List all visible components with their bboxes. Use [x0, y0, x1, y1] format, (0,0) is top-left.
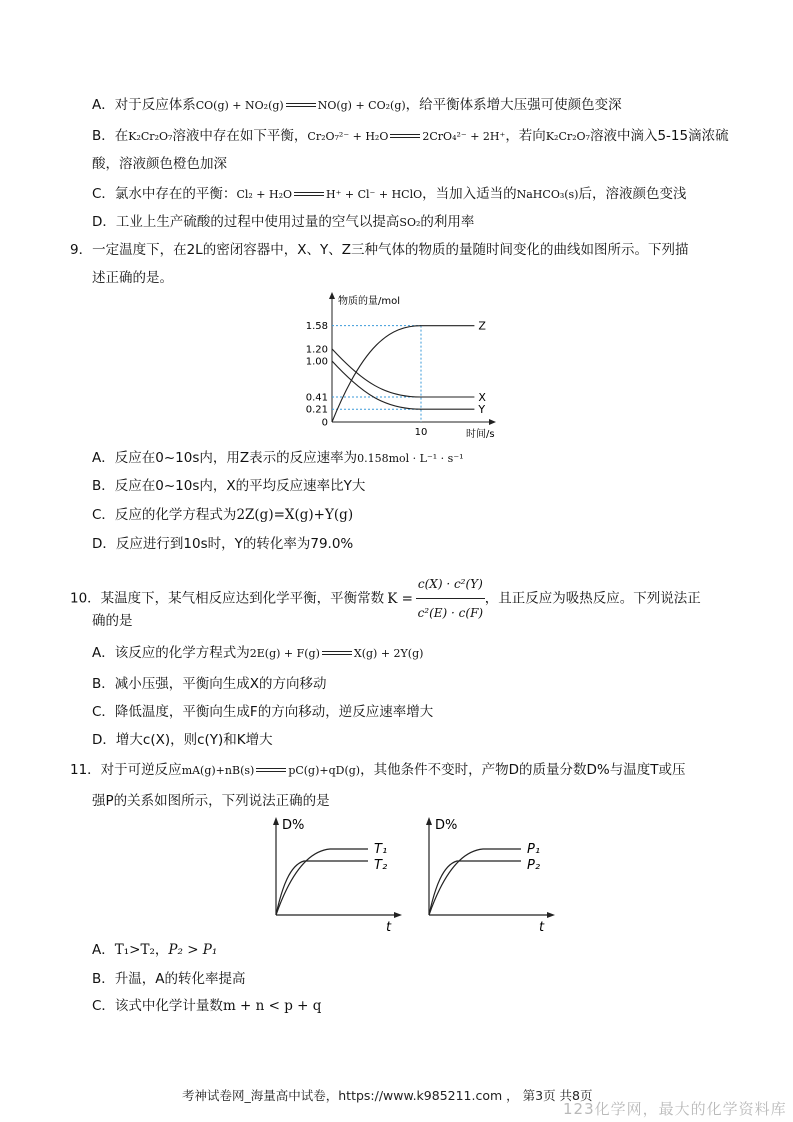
label-p1: P₁ — [527, 842, 541, 857]
q9-stem-line2: 述正确的是。 — [92, 270, 173, 286]
q9-c-text: C．反应的化学方程式为 — [92, 507, 237, 523]
y-tick-label: 0.21 — [305, 404, 328, 416]
q8-a-post: ，给平衡体系增大压强可使颜色变深 — [405, 97, 622, 113]
q8-option-d — [92, 213, 474, 232]
q10-a-eq-left: 2E(g) + F(g) — [249, 647, 320, 660]
q10-k-denominator: c²(E) · c(F) — [417, 606, 484, 620]
series-line-y — [332, 361, 474, 409]
q11-c-text: C．该式中化学计量数 — [92, 998, 223, 1014]
equilibrium-arrow-icon — [294, 190, 324, 198]
q8-b-post1: ，若向 — [505, 128, 546, 144]
q11-eq-right: pC(g)+qD(g) — [288, 764, 361, 777]
q8-c-text: C．氯水中存在的平衡： — [92, 186, 237, 202]
y-axis-label: 物质的量/mol — [338, 296, 401, 307]
q11-stem-line1 — [70, 761, 685, 780]
y-tick-label: 0.41 — [305, 392, 328, 404]
curve-t2 — [276, 861, 368, 915]
q9-a-value: 0.158mol · L⁻¹ · s⁻¹ — [357, 452, 464, 465]
q10-stem-post: ，且正反应为吸热反应。下列说法正 — [484, 590, 701, 607]
watermark: 123化学网，最大的化学资料库 — [563, 1100, 787, 1118]
q8-option-c — [92, 185, 686, 204]
series-label-y: Y — [478, 403, 486, 417]
q9-stem-line1: 9．一定温度下，在2L的密闭容器中，X、Y、Z三种气体的物质的量随时间变化的曲线如图所示。下列描 — [70, 242, 689, 258]
q8-a-eq-right: NO(g) + CO₂(g) — [317, 99, 406, 112]
label-t2: T₂ — [374, 858, 388, 873]
y-axis-arrow-icon — [273, 817, 279, 825]
q10-stem-pre: 10．某温度下，某气相反应达到化学平衡，平衡常数 — [70, 590, 385, 607]
q8-d-text: D．工业上生产硫酸的过程中使用过量的空气以提高 — [92, 214, 400, 230]
q11-a-value: T₁>T₂， — [114, 942, 169, 958]
label-t1: T₁ — [374, 842, 388, 857]
series-label-x: X — [478, 391, 486, 405]
q11-figure-pressure — [421, 815, 561, 935]
q11-option-b: B．升温，A的转化率提高 — [92, 971, 246, 987]
q8-b-eq-right: 2CrO₄²⁻ + 2H⁺ — [422, 130, 506, 143]
q8-c-eq-right: H⁺ + Cl⁻ + HClO — [326, 188, 423, 201]
q8-option-b-line2: 酸，溶液颜色橙色加深 — [92, 156, 227, 172]
q8-option-a — [92, 96, 622, 115]
q9-option-d: D．反应进行到10s时，Y的转化率为79.0% — [92, 536, 354, 552]
y-axis-arrow-icon — [426, 817, 432, 825]
x-axis-label: 时间/s — [466, 429, 495, 440]
q8-b-eq-left: Cr₂O₇²⁻ + H₂O — [307, 130, 389, 143]
q11-a-text: A． — [92, 942, 115, 958]
equilibrium-arrow-icon — [390, 132, 420, 140]
equilibrium-arrow-icon — [256, 766, 286, 774]
q8-c-eq-left: Cl₂ + H₂O — [236, 188, 293, 201]
q11-eq-left: mA(g)+nB(s) — [181, 764, 255, 777]
q8-b-reagent: K₂Cr₂O₇ — [128, 130, 173, 143]
equilibrium-arrow-icon — [286, 101, 316, 109]
q8-d-reagent: SO₂ — [399, 216, 421, 229]
x-axis-arrow-icon — [489, 419, 496, 425]
q10-option-a — [92, 644, 423, 663]
q8-b-mid: 溶液中存在如下平衡， — [172, 128, 308, 144]
q11-stem-pre: 11．对于可逆反应 — [70, 762, 182, 778]
q8-c-post2: 后，溶液颜色变浅 — [578, 186, 687, 202]
y-tick-label: 0 — [321, 417, 328, 429]
curve-t1 — [276, 849, 368, 915]
q9-option-a — [92, 449, 464, 468]
series-line-x — [332, 349, 474, 397]
q10-k-label: K = — [387, 590, 413, 607]
q8-option-b — [92, 127, 729, 146]
q10-option-d: D．增大c(X)，则c(Y)和K增大 — [92, 732, 273, 748]
y-axis-label: D% — [282, 818, 305, 833]
q10-option-c: C．降低温度，平衡向生成F的方向移动，逆反应速率增大 — [92, 704, 434, 720]
q9-chart — [290, 290, 530, 445]
x-tick-label: 10 — [414, 427, 428, 438]
q11-option-a — [92, 941, 217, 959]
y-tick-label: 1.58 — [305, 321, 328, 333]
q8-b-post2: 溶液中滴入5-15滴浓硫 — [589, 128, 729, 144]
curve-p1 — [429, 849, 521, 915]
x-axis-label: t — [386, 920, 392, 935]
q11-stem-line2: 强P的关系如图所示，下列说法正确的是 — [92, 793, 330, 809]
q8-d-post: 的利用率 — [420, 214, 475, 230]
q8-b-text: B．在 — [92, 128, 129, 144]
q9-option-b: B．反应在0~10s内，X的平均反应速率比Y大 — [92, 478, 366, 494]
q10-a-text: A．该反应的化学方程式为 — [92, 645, 250, 661]
x-axis-arrow-icon — [547, 912, 555, 918]
q9-c-equation: 2Z(g)=X(g)+Y(g) — [236, 507, 354, 523]
q11-a-value2: P₂ > P₁ — [168, 942, 218, 958]
q11-stem-post: ，其他条件不变时，产物D的质量分数D%与温度T或压 — [360, 762, 686, 778]
q8-a-text: A．对于反应体系 — [92, 97, 196, 113]
y-tick-label: 1.00 — [305, 356, 328, 368]
q9-a-text: A．反应在0~10s内，用Z表示的反应速率为 — [92, 450, 358, 466]
curve-p2 — [429, 861, 521, 915]
y-axis-label: D% — [435, 818, 458, 833]
x-axis-arrow-icon — [394, 912, 402, 918]
label-p2: P₂ — [527, 858, 541, 873]
equilibrium-arrow-icon — [322, 649, 352, 657]
q11-figure-temperature — [268, 815, 408, 935]
x-axis-label: t — [539, 920, 545, 935]
q11-c-equation: m + n < p + q — [222, 998, 322, 1014]
y-tick-label: 1.20 — [305, 344, 328, 356]
page-footer: 考神试卷网_海量高中试卷，https://www.k985211.com ， 第3页 共8页 — [182, 1088, 593, 1103]
q8-b-reagent2: K₂Cr₂O₇ — [545, 130, 590, 143]
q8-a-eq-left: CO(g) + NO₂(g) — [195, 99, 284, 112]
q10-k-fraction — [416, 571, 485, 626]
q8-c-post1: ，当加入适当的 — [422, 186, 517, 202]
q10-stem-line1 — [70, 571, 701, 626]
q8-c-reagent: NaHCO₃(s) — [516, 188, 579, 201]
y-axis-arrow-icon — [329, 292, 335, 299]
q10-k-numerator: c(X) · c²(Y) — [416, 571, 485, 599]
q11-option-c — [92, 997, 321, 1015]
q10-a-eq-right: X(g) + 2Y(g) — [353, 647, 424, 660]
series-label-z: Z — [478, 319, 486, 333]
q10-option-b: B．减小压强，平衡向生成X的方向移动 — [92, 676, 327, 692]
q10-stem-line2: 确的是 — [92, 613, 133, 629]
q9-option-c — [92, 506, 353, 524]
